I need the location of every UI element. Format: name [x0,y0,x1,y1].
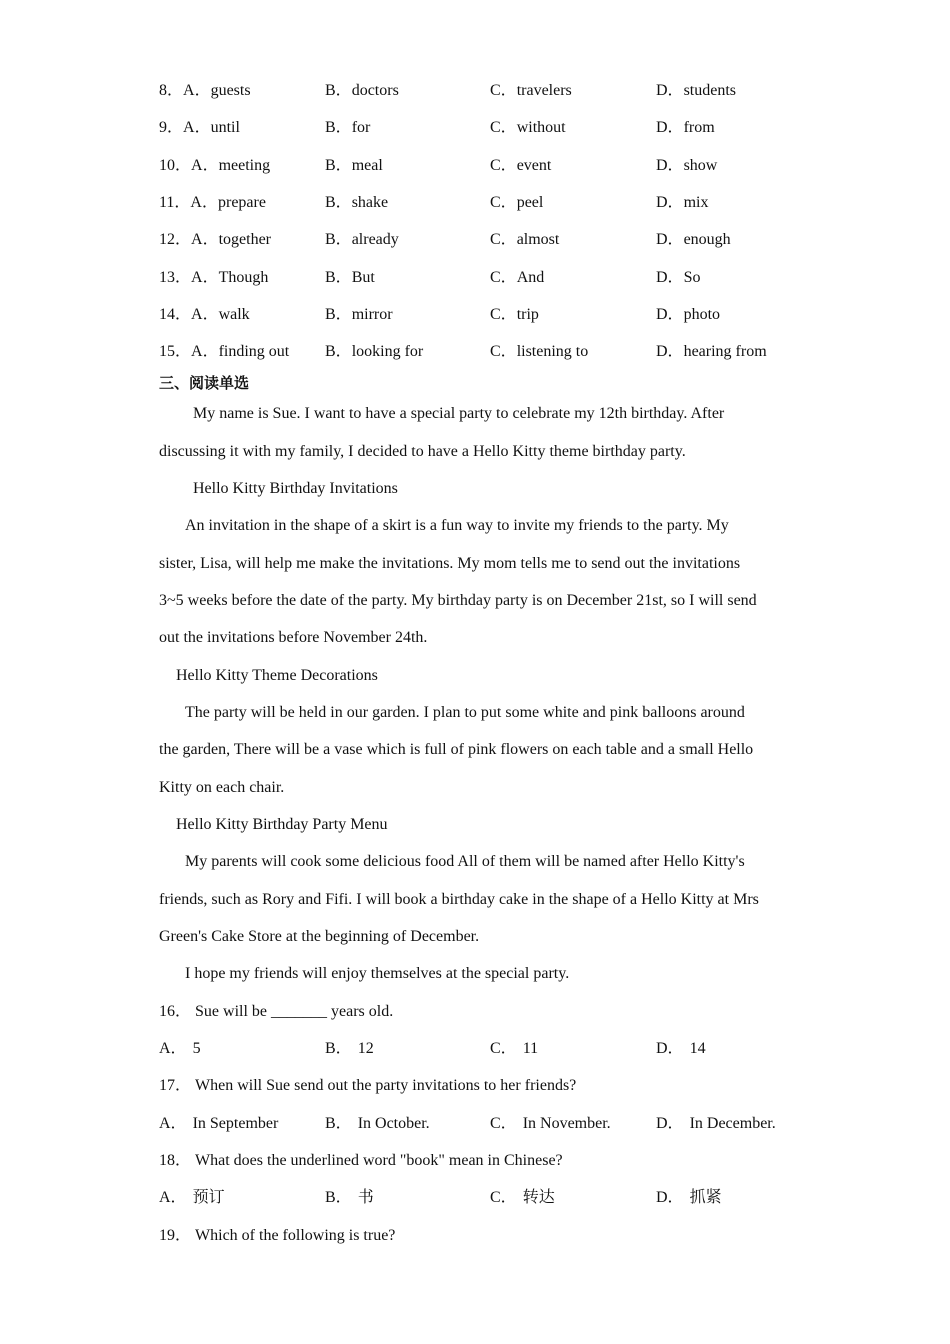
option-c[interactable] [490,81,572,101]
option-c[interactable] [490,118,566,138]
option-letter: B． [325,1115,352,1132]
question-number: 17． [159,1077,192,1094]
option-text: until [210,119,240,136]
option-d[interactable] [656,81,736,101]
option-a[interactable] [159,193,266,213]
option-letter: B． [325,269,352,286]
question-text: Sue will be _______ years old. [195,1003,394,1020]
option-a[interactable] [159,118,240,138]
option-b[interactable] [325,305,393,325]
option-text: photo [683,306,721,323]
option-text: walk [218,306,250,323]
option-letter: A． [191,231,219,248]
question-number: 19． [159,1227,192,1244]
question-18-options [159,1188,819,1208]
option-b[interactable] [325,342,423,362]
option-letter: D． [656,1115,684,1132]
option-letter: B． [325,194,352,211]
option-b[interactable] [325,1114,430,1134]
option-letter: B． [325,1040,352,1057]
passage-line: the garden, There will be a vase which is full of pink flowers on each table and a small Hello [159,741,754,758]
option-letter: C． [490,269,517,286]
option-d[interactable] [656,268,700,288]
question-16 [159,1002,393,1022]
passage-line: 3~5 weeks before the date of the party. My birthday party is on December 21st, so I will send [159,592,757,609]
option-letter: D． [656,306,684,323]
question-text: Which of the following is true? [195,1227,396,1244]
option-text: without [516,119,566,136]
passage-line: sister, Lisa, will help me make the invitations. My mom tells me to send out the invitations [159,555,741,572]
passage-line: I hope my friends will enjoy themselves at the special party. [185,965,570,982]
option-c[interactable] [490,230,559,250]
option-letter: A． [159,1189,187,1206]
question-9-options [159,118,819,138]
option-text: hearing from [683,343,767,360]
option-text: meeting [218,157,271,174]
option-letter: C． [490,157,517,174]
option-d[interactable] [656,342,767,362]
option-text: Though [218,269,269,286]
option-letter: C． [490,194,517,211]
option-d[interactable] [656,305,720,325]
option-text: In October. [357,1115,430,1132]
option-letter: C． [490,231,517,248]
option-a[interactable] [159,81,251,101]
passage-line: discussing it with my family, I decided to have a Hello Kitty theme birthday party. [159,443,686,460]
option-text: doctors [351,82,399,99]
option-d[interactable] [656,1188,722,1208]
option-letter: B． [325,157,352,174]
passage-line: Kitty on each chair. [159,779,285,796]
question-number: 10． [159,157,192,174]
option-a[interactable] [159,342,289,362]
option-c[interactable] [490,305,539,325]
passage-line: My parents will cook some delicious food All of them will be named after Hello Kitty's [185,853,745,870]
section-title: 三、阅读单选 [159,374,250,392]
question-number: 14． [159,306,192,323]
option-text: 12 [357,1040,374,1057]
option-text: But [351,269,375,286]
passage-line: The party will be held in our garden. I plan to put some white and pink balloons around [185,704,745,721]
option-text: enough [683,231,731,248]
question-number: 18． [159,1152,192,1169]
question-number: 11． [159,194,191,211]
option-letter: D． [656,343,684,360]
question-text: What does the underlined word "book" mean in Chinese? [195,1152,563,1169]
option-text: meal [351,157,383,174]
option-letter: A． [159,1040,187,1057]
passage-heading: Hello Kitty Birthday Party Menu [176,816,388,833]
option-d[interactable] [656,156,717,176]
option-b[interactable] [325,230,399,250]
question-10-options [159,156,819,176]
passage-line: Green's Cake Store at the beginning of December. [159,928,480,945]
option-c[interactable] [490,156,551,176]
option-letter: C． [490,119,517,136]
passage-line: My name is Sue. I want to have a special party to celebrate my 12th birthday. After [193,405,725,422]
option-b[interactable] [325,156,383,176]
option-text: 书 [357,1189,374,1206]
option-letter: B． [325,1189,352,1206]
option-text: almost [516,231,560,248]
option-text: show [683,157,718,174]
option-b[interactable] [325,268,375,288]
option-text: together [218,231,271,248]
question-number: 12． [159,231,192,248]
option-text: 预订 [192,1189,225,1206]
option-text: listening to [516,343,589,360]
option-text: 抓紧 [689,1189,722,1206]
option-letter: D． [656,119,684,136]
question-13-options [159,268,819,288]
passage-line: out the invitations before November 24th. [159,629,428,646]
option-letter: D． [656,269,684,286]
option-a[interactable] [159,1114,278,1134]
option-text: In September [192,1115,279,1132]
option-c[interactable] [490,1039,538,1059]
option-d[interactable] [656,230,731,250]
option-d[interactable] [656,193,708,213]
passage-heading: Hello Kitty Theme Decorations [176,667,378,684]
option-b[interactable] [325,193,388,213]
option-letter: D． [656,82,684,99]
option-d[interactable] [656,1114,776,1134]
option-b[interactable] [325,1039,374,1059]
option-d[interactable] [656,1039,706,1059]
option-letter: B． [325,306,352,323]
question-15-options [159,342,819,362]
passage-heading: Hello Kitty Birthday Invitations [193,480,398,497]
option-text: In November. [522,1115,611,1132]
question-18 [159,1151,563,1171]
option-text: So [683,269,701,286]
question-16-options [159,1039,819,1059]
option-letter: C． [490,306,517,323]
option-text: 5 [192,1040,201,1057]
option-text: mix [683,194,709,211]
question-text: When will Sue send out the party invitations to her friends? [195,1077,577,1094]
option-text: event [516,157,552,174]
option-letter: D． [656,157,684,174]
option-letter: A． [183,119,211,136]
option-text: from [683,119,715,136]
question-11-options [159,193,819,213]
option-text: peel [516,194,544,211]
option-letter: B． [325,343,352,360]
option-c[interactable] [490,342,588,362]
option-letter: A． [191,343,219,360]
option-letter: C． [490,1040,517,1057]
option-text: looking for [351,343,424,360]
option-b[interactable] [325,81,399,101]
option-letter: A． [191,157,219,174]
option-a[interactable] [159,1039,201,1059]
option-letter: D． [656,194,684,211]
question-number: 13． [159,269,192,286]
passage-line: friends, such as Rory and Fifi. I will book a birthday cake in the shape of a Hello Kitty at Mrs [159,891,759,908]
option-text: prepare [217,194,266,211]
option-text: finding out [218,343,290,360]
question-number: 9． [159,119,184,136]
option-c[interactable] [490,1188,555,1208]
question-12-options [159,230,819,250]
option-text: guests [210,82,251,99]
question-17-options [159,1114,819,1134]
question-number: 15． [159,343,192,360]
option-a[interactable] [159,156,270,176]
option-a[interactable] [159,268,268,288]
option-letter: D． [656,1040,684,1057]
question-14-options [159,305,819,325]
option-c[interactable] [490,1114,611,1134]
option-text: for [351,119,371,136]
option-text: 11 [522,1040,539,1057]
question-8-options [159,81,819,101]
option-text: In December. [689,1115,776,1132]
option-text: And [516,269,545,286]
question-19 [159,1226,395,1246]
option-c[interactable] [490,193,543,213]
option-b[interactable] [325,118,370,138]
option-text: students [683,82,737,99]
option-letter: B． [325,82,352,99]
option-letter: D． [656,231,684,248]
option-b[interactable] [325,1188,374,1208]
option-text: mirror [351,306,393,323]
option-a[interactable] [159,230,271,250]
option-text: 转达 [522,1189,555,1206]
option-text: trip [516,306,539,323]
option-letter: C． [490,343,517,360]
option-letter: A． [190,194,218,211]
option-letter: A． [159,1115,187,1132]
question-number: 8． [159,82,184,99]
option-letter: A． [191,269,219,286]
option-letter: C． [490,1189,517,1206]
option-a[interactable] [159,1188,225,1208]
option-text: 14 [689,1040,706,1057]
option-letter: C． [490,82,517,99]
option-d[interactable] [656,118,715,138]
option-text: shake [351,194,389,211]
passage-line: An invitation in the shape of a skirt is a fun way to invite my friends to the party. My [185,517,729,534]
option-letter: B． [325,119,352,136]
question-17 [159,1076,576,1096]
question-number: 16． [159,1003,192,1020]
option-text: already [351,231,399,248]
option-letter: C． [490,1115,517,1132]
option-a[interactable] [159,305,250,325]
option-letter: A． [183,82,211,99]
option-text: travelers [516,82,572,99]
option-letter: D． [656,1189,684,1206]
option-letter: B． [325,231,352,248]
option-letter: A． [191,306,219,323]
option-c[interactable] [490,268,544,288]
